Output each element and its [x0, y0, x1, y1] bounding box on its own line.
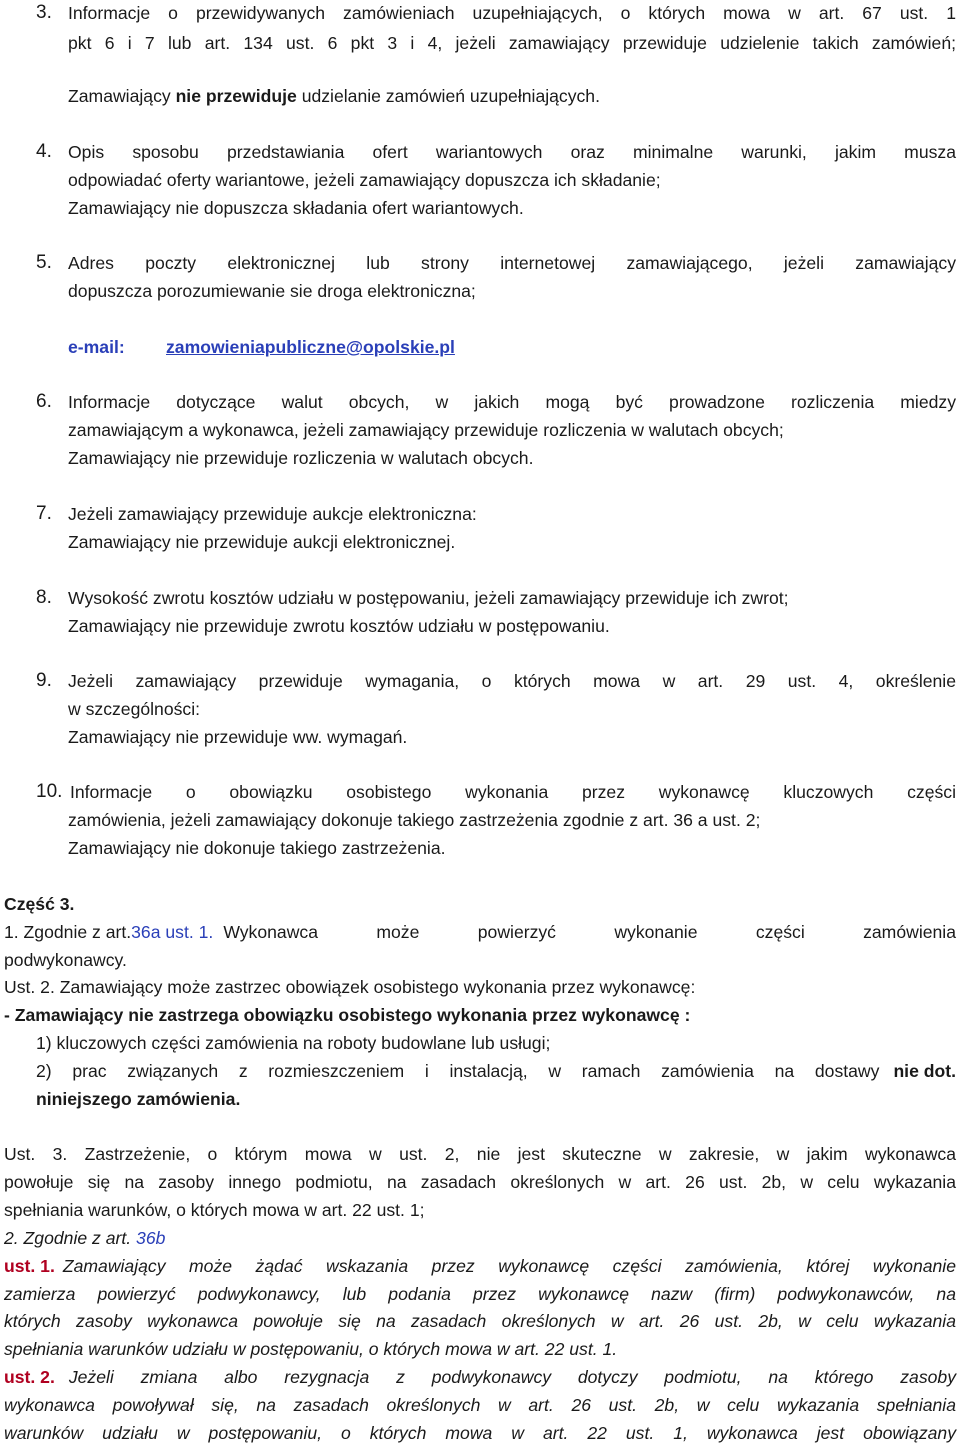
item-7-line-2: Zamawiający nie przewiduje aukcji elektronicznej.: [68, 532, 456, 552]
item-number-5: 5.: [36, 252, 52, 273]
item-4-line-3: Zamawiający nie dopuszcza składania ofert wariantowych.: [68, 198, 524, 218]
part-3-p1-line-2: podwykonawcy.: [4, 950, 127, 970]
item-number-6: 6.: [36, 391, 52, 412]
item-9-line-2: w szczególności:: [68, 699, 201, 719]
no-restriction-statement: - Zamawiający nie zastrzega obowiązku osobistego wykonania przez wykonawcę :: [4, 1005, 691, 1025]
item-number-8: 8.: [36, 587, 52, 608]
item-10-line-1: Informacje o obowiązku osobistego wykonania przez wykonawcę kluczowych części: [70, 782, 956, 802]
item-3-subject: Zamawiający: [68, 86, 171, 106]
item-number-3: 3.: [36, 2, 52, 23]
sub-point-2-text: 2) prac związanych z rozmieszczeniem i instalacją, w ramach zamówienia na dostawy: [36, 1061, 880, 1081]
sub-point-2-line-2: niniejszego zamówienia.: [36, 1089, 241, 1109]
item-4-line-1: Opis sposobu przedstawiania ofert wariantowych oraz minimalne warunki, jakim musza: [68, 142, 956, 162]
item-6-line-3: Zamawiający nie przewiduje rozliczenia w walutach obcych.: [68, 448, 534, 468]
ust-2b-line-3: warunków udziału w postępowaniu, o których mowa w art. 22 ust. 1, wykonawca jest obowiązany: [4, 1423, 956, 1443]
ust-2b-label: ust. 2.: [4, 1367, 55, 1387]
item-3-emphasis: nie przewiduje: [175, 86, 297, 106]
item-number-7: 7.: [36, 503, 52, 524]
item-5-line-2: dopuszcza porozumiewanie sie droga elektroniczna;: [68, 281, 476, 301]
ust-2b-line-1: [4, 1366, 956, 1388]
ust-1-line-2: zamierza powierzyć podwykonawcy, lub podania przez wykonawcę nazw (firm) podwykonawców, na: [4, 1284, 956, 1304]
ust-2b-line-2: wykonawca powoływał się, na zasadach określonych w art. 26 ust. 2b, w celu wykazania spełniania: [4, 1395, 956, 1415]
p1-article-reference: 36a ust. 1.: [131, 922, 214, 942]
ust-1-line-3: których zasoby wykonawca powołuje się na zasadach określonych w art. 26 ust. 2b, w celu wykazania: [4, 1311, 956, 1331]
item-3-line-2: pkt 6 i 7 lub art. 134 ust. 6 pkt 3 i 4, jeżeli zamawiający przewiduje udzielenie takich zamówień;: [68, 33, 956, 53]
item-6-line-2: zamawiającym a wykonawca, jeżeli zamawiający przewiduje rozliczenia w walutach obcych;: [68, 420, 784, 440]
part-3-p1-line-1: [4, 921, 956, 943]
item-5-line-1: Adres poczty elektronicznej lub strony internetowej zamawiającego, jeżeli zamawiający: [68, 253, 956, 273]
item-8-line-1: Wysokość zwrotu kosztów udziału w postępowaniu, jeżeli zamawiający przewiduje ich zwrot;: [68, 588, 789, 608]
sub-point-1: 1) kluczowych części zamówienia na roboty budowlane lub usługi;: [36, 1033, 551, 1053]
item-10-line-2: zamówienia, jeżeli zamawiający dokonuje takiego zastrzeżenia zgodnie z art. 36 a ust. 2;: [68, 810, 761, 830]
item-9-line-3: Zamawiający nie przewiduje ww. wymagań.: [68, 727, 408, 747]
email-label: e-mail:: [68, 337, 125, 357]
ust-3-line-2: powołuje się na zasoby innego podmiotu, na zasadach określonych w art. 26 ust. 2b, w celu wykazania: [4, 1172, 956, 1192]
ust-2-line: Ust. 2. Zamawiający może zastrzec obowiązek osobistego wykonania przez wykonawcę:: [4, 977, 696, 997]
part-3-p2-line: [4, 1227, 165, 1249]
item-number-9: 9.: [36, 670, 52, 691]
p2-article-reference: 36b: [136, 1228, 166, 1248]
item-7-line-1: Jeżeli zamawiający przewiduje aukcje elektroniczna:: [68, 504, 477, 524]
item-4-line-2: odpowiadać oferty wariantowe, jeżeli zamawiający dopuszcza ich składanie;: [68, 170, 661, 190]
item-3-rest: udzielanie zamówień uzupełniających.: [301, 86, 600, 106]
ust-1-label: ust. 1.: [4, 1256, 55, 1276]
item-10-line-3: Zamawiający nie dokonuje takiego zastrzeżenia.: [68, 838, 446, 858]
item-3-line-3: [68, 85, 600, 107]
part-3-heading: Część 3.: [4, 894, 75, 914]
item-8-line-2: Zamawiający nie przewiduje zwrotu kosztów udziału w postępowaniu.: [68, 616, 610, 636]
ust-3-line-3: spełniania warunków, o których mowa w art. 22 ust. 1;: [4, 1200, 425, 1220]
item-number-10: 10.: [36, 781, 63, 802]
ust-3-line-1: Ust. 3. Zastrzeżenie, o którym mowa w ust. 2, nie jest skuteczne w zakresie, w jakim wykonawca: [4, 1144, 956, 1164]
sub-point-2-line-1: [36, 1060, 956, 1082]
item-9-line-1: Jeżeli zamawiający przewiduje wymagania, o których mowa w art. 29 ust. 4, określenie: [68, 671, 956, 691]
email-link[interactable]: zamowieniapubliczne@opolskie.pl: [166, 337, 455, 357]
item-6-line-1: Informacje dotyczące walut obcych, w jakich mogą być prowadzone rozliczenia miedzy: [68, 392, 956, 412]
sub-point-2-not-applicable: nie dot.: [893, 1061, 956, 1081]
ust-1-text: Zamawiający może żądać wskazania przez wykonawcę części zamówienia, której wykonanie: [62, 1256, 956, 1276]
item-number-4: 4.: [36, 141, 52, 162]
item-3-line-1: Informacje o przewidywanych zamówieniach uzupełniających, o których mowa w art. 67 ust. 1: [68, 3, 956, 23]
p2-prefix: 2. Zgodnie z art.: [4, 1228, 132, 1248]
ust-2b-text: Jeżeli zmiana albo rezygnacja z podwykonawcy dotyczy podmiotu, na którego zasoby: [68, 1367, 956, 1387]
ust-1-line-1: [4, 1255, 956, 1277]
p1-prefix: 1. Zgodnie z art.: [4, 922, 132, 942]
ust-1-line-4: spełniania warunków udziału w postępowaniu, o których mowa w art. 22 ust. 1.: [4, 1339, 618, 1359]
p1-suffix: Wykonawca może powierzyć wykonanie części zamówienia: [223, 922, 956, 942]
